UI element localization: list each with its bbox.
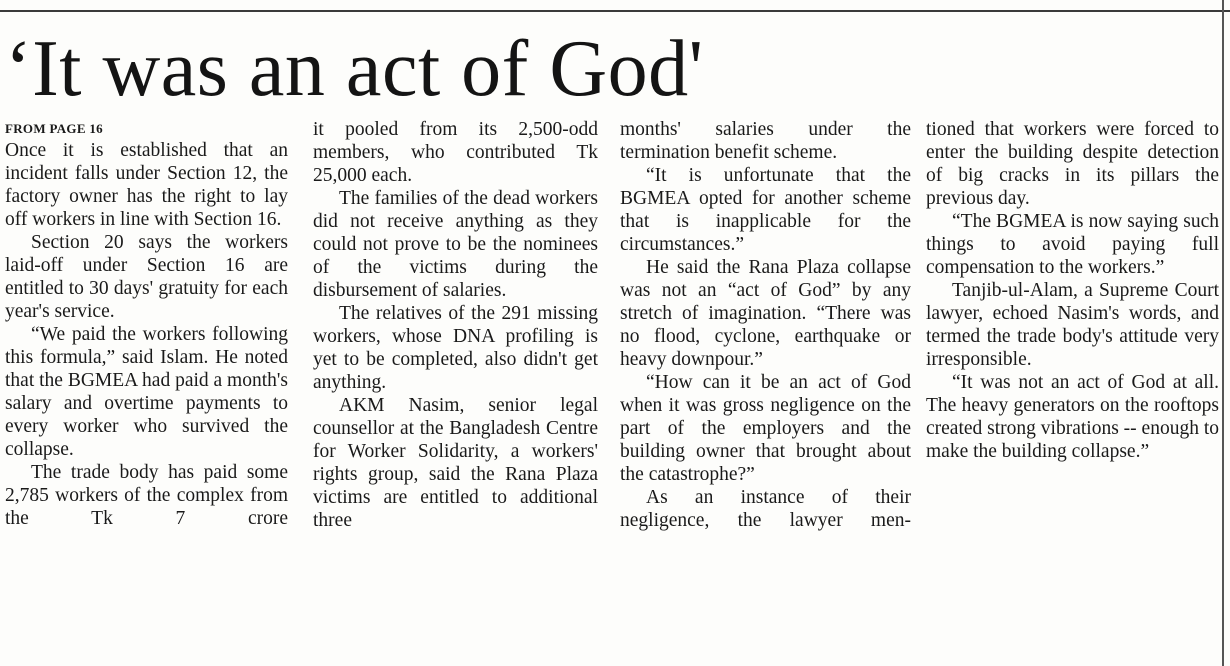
paragraph: “How can it be an act of God when it was gross negligence on the part of the employers and the building owner that brought about the catastrophe?” xyxy=(620,372,911,485)
column-2 xyxy=(313,118,598,666)
paragraph: As an instance of their negligence, the lawyer men- xyxy=(620,487,911,531)
paragraph: The relatives of the 291 missing workers, whose DNA profiling is yet to be completed, also didn't get anything. xyxy=(313,303,598,393)
paragraph: Once it is established that an incident falls under Section 12, the factory owner has the right to lay off workers in line with Section 16. xyxy=(5,140,288,230)
column-4 xyxy=(926,118,1219,666)
paragraph: “We paid the workers following this formula,” said Islam. He noted that the BGMEA had paid a month's salary and overtime payments to every worker who survived the collapse. xyxy=(5,324,288,460)
paragraph: “It was not an act of God at all. The heavy generators on the rooftops created strong vibrations -- enough to make the building collapse.” xyxy=(926,372,1219,462)
paragraph: “It is unfortunate that the BGMEA opted for another scheme that is inapplicable for the circumstances.” xyxy=(620,165,911,255)
paragraph: Tanjib-ul-Alam, a Supreme Court lawyer, echoed Nasim's words, and termed the trade body's attitude very irresponsible. xyxy=(926,280,1219,370)
paragraph: The families of the dead workers did not receive anything as they could not prove to be the nominees of the victims during the disbursement of salaries. xyxy=(313,188,598,301)
column-3 xyxy=(620,118,911,666)
paragraph: He said the Rana Plaza collapse was not an “act of God” by any stretch of imagination. “There was no flood, cyclone, earthquake or heavy downpour.” xyxy=(620,257,911,370)
paragraph: it pooled from its 2,500-odd members, who contributed Tk 25,000 each. xyxy=(313,119,598,186)
paragraph: tioned that workers were forced to enter the building despite detection of big cracks in its pillars the previous day. xyxy=(926,119,1219,209)
paragraph: “The BGMEA is now saying such things to avoid paying full compensation to the workers.” xyxy=(926,211,1219,278)
paragraph: AKM Nasim, senior legal counsellor at the Bangladesh Centre for Worker Solidarity, a workers' rights group, said the Rana Plaza victims are entitled to additional three xyxy=(313,395,598,531)
headline: ‘It was an act of God' xyxy=(5,25,704,113)
paragraph: The trade body has paid some 2,785 workers of the complex from the Tk 7 crore xyxy=(5,462,288,529)
article-body xyxy=(5,118,1220,666)
continued-from-label: FROM PAGE 16 xyxy=(5,121,103,136)
column-1 xyxy=(5,118,288,666)
right-column-rule xyxy=(1222,0,1224,666)
paragraph: Section 20 says the workers laid-off under Section 16 are entitled to 30 days' gratuity for each year's service. xyxy=(5,232,288,322)
paragraph: months' salaries under the termination benefit scheme. xyxy=(620,119,911,163)
top-rule xyxy=(0,10,1230,12)
